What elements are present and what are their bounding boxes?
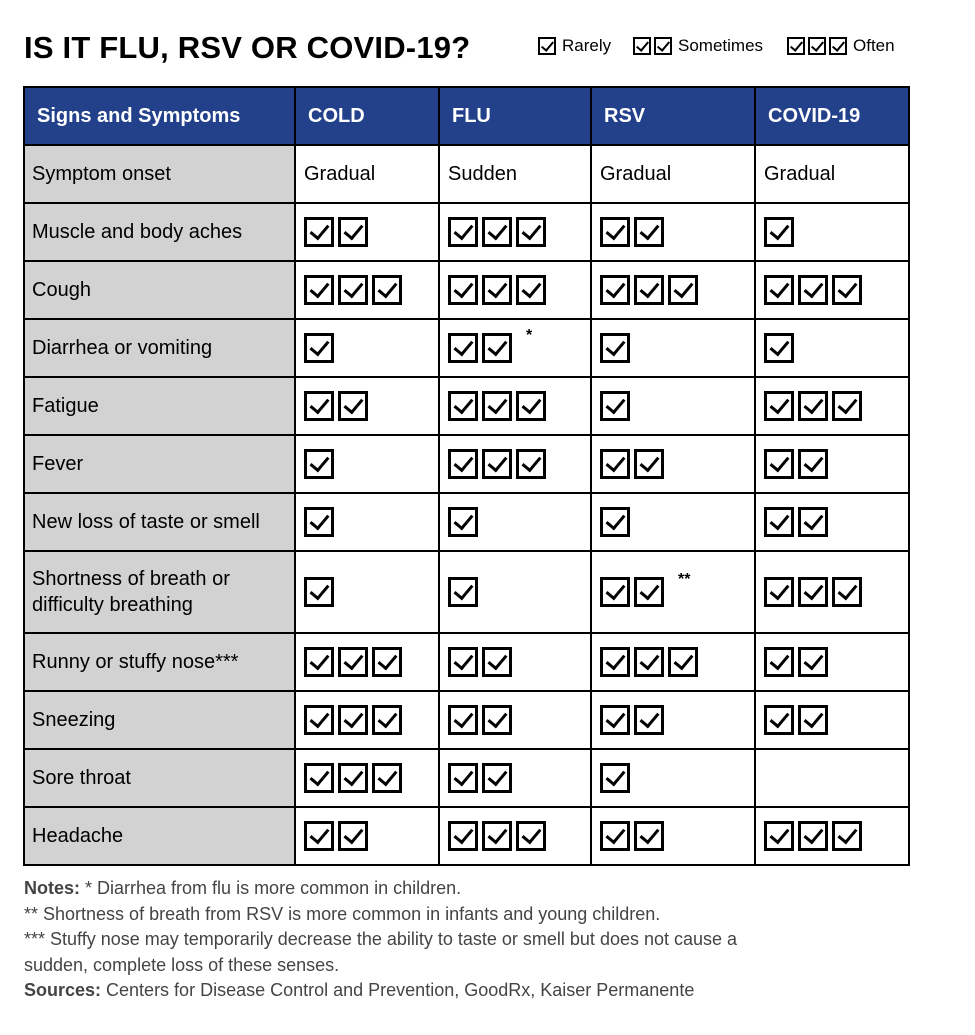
check-group xyxy=(600,577,664,607)
checked-box-icon xyxy=(338,217,368,247)
legend-label: Often xyxy=(853,36,895,55)
check-group xyxy=(600,275,698,305)
symptom-label: Diarrhea or vomiting xyxy=(24,319,295,377)
checked-box-icon xyxy=(764,217,794,247)
table-cell xyxy=(439,319,591,377)
checked-box-icon xyxy=(600,449,630,479)
checked-box-icon xyxy=(482,449,512,479)
checked-box-icon xyxy=(764,275,794,305)
page-title: IS IT FLU, RSV OR COVID-19? xyxy=(24,30,471,65)
table-cell xyxy=(591,493,755,551)
check-group xyxy=(304,333,334,363)
table-cell xyxy=(591,261,755,319)
table-row xyxy=(24,551,909,633)
checked-box-icon xyxy=(516,391,546,421)
table-cell xyxy=(295,435,439,493)
check-group xyxy=(448,275,546,305)
checked-box-icon xyxy=(448,647,478,677)
symptom-label: New loss of taste or smell xyxy=(24,493,295,551)
header-flu: FLU xyxy=(439,87,591,145)
footnote-marker: ** xyxy=(678,571,691,588)
checked-box-icon xyxy=(764,647,794,677)
check-group xyxy=(304,705,402,735)
checked-box-icon xyxy=(600,647,630,677)
header xyxy=(24,24,924,72)
table-cell xyxy=(439,749,591,807)
table-cell xyxy=(591,145,755,203)
table-cell xyxy=(591,749,755,807)
check-group xyxy=(448,507,478,537)
checked-box-icon xyxy=(600,705,630,735)
checked-box-icon xyxy=(372,647,402,677)
legend-rarely xyxy=(538,36,611,56)
table-cell xyxy=(295,319,439,377)
checked-box-icon xyxy=(448,449,478,479)
check-group xyxy=(448,647,512,677)
check-group xyxy=(600,217,664,247)
table-cell xyxy=(439,493,591,551)
symptom-label: Sore throat xyxy=(24,749,295,807)
checked-box-icon xyxy=(600,577,630,607)
checked-box-icon xyxy=(798,391,828,421)
table-cell xyxy=(755,691,909,749)
table-cell xyxy=(755,633,909,691)
table-cell xyxy=(295,633,439,691)
table-cell xyxy=(295,691,439,749)
checked-box-icon xyxy=(516,275,546,305)
check-group xyxy=(600,763,630,793)
legend-label: Sometimes xyxy=(678,36,764,55)
note-1: * Diarrhea from flu is more common in children. xyxy=(80,878,462,898)
check-group xyxy=(600,449,664,479)
table-row xyxy=(24,435,909,493)
check-group xyxy=(448,333,512,363)
notes-label: Notes: xyxy=(24,878,81,898)
table-row xyxy=(24,203,909,261)
table-cell xyxy=(591,377,755,435)
note-2: ** Shortness of breath from RSV is more common in infants and young children. xyxy=(24,903,661,924)
check-group xyxy=(448,217,546,247)
checked-box-icon xyxy=(764,449,794,479)
checked-box-icon xyxy=(832,275,862,305)
check-group xyxy=(764,449,828,479)
check-group xyxy=(600,507,630,537)
header-signs: Signs and Symptoms xyxy=(24,87,295,145)
symptom-label: Fatigue xyxy=(24,377,295,435)
checked-box-icon xyxy=(832,577,862,607)
checked-box-icon xyxy=(516,449,546,479)
checked-box-icon xyxy=(654,37,672,55)
table-cell xyxy=(755,749,909,807)
check-group xyxy=(304,821,368,851)
checked-box-icon xyxy=(304,821,334,851)
checked-box-icon xyxy=(829,37,847,55)
checked-box-icon xyxy=(304,275,334,305)
checked-box-icon xyxy=(764,705,794,735)
header-rsv: RSV xyxy=(591,87,755,145)
checked-box-icon xyxy=(372,763,402,793)
table-cell xyxy=(755,377,909,435)
checked-box-icon xyxy=(448,577,478,607)
checked-box-icon xyxy=(372,275,402,305)
checked-box-icon xyxy=(798,449,828,479)
check-group xyxy=(764,647,828,677)
checked-box-icon xyxy=(448,217,478,247)
check-group xyxy=(764,275,862,305)
check-group xyxy=(764,821,862,851)
checked-box-icon xyxy=(832,821,862,851)
check-group xyxy=(764,217,794,247)
check-group xyxy=(764,705,828,735)
check-group xyxy=(448,821,546,851)
checked-box-icon xyxy=(304,647,334,677)
table-cell xyxy=(295,551,439,633)
notes xyxy=(24,876,924,1004)
table-row xyxy=(24,633,909,691)
checked-box-icon xyxy=(448,507,478,537)
checked-box-icon xyxy=(482,705,512,735)
check-group xyxy=(600,333,630,363)
checked-box-icon xyxy=(338,821,368,851)
table-row xyxy=(24,493,909,551)
check-group xyxy=(764,391,862,421)
legend-label: Rarely xyxy=(562,36,612,55)
table-row xyxy=(24,145,909,203)
table-row xyxy=(24,377,909,435)
checked-box-icon xyxy=(634,449,664,479)
sources-label: Sources: xyxy=(24,980,102,1000)
checked-box-icon xyxy=(808,37,826,55)
table-cell xyxy=(439,691,591,749)
checked-box-icon xyxy=(448,333,478,363)
cell-text: Gradual xyxy=(600,162,672,185)
checked-box-icon xyxy=(448,275,478,305)
table-cell xyxy=(295,807,439,865)
cell-text: Gradual xyxy=(764,162,836,185)
checked-box-icon xyxy=(304,391,334,421)
checked-box-icon xyxy=(600,333,630,363)
check-group xyxy=(448,449,546,479)
table-cell xyxy=(439,377,591,435)
checked-box-icon xyxy=(798,821,828,851)
legend-sometimes xyxy=(633,36,763,56)
checked-box-icon xyxy=(338,763,368,793)
symptom-label: Sneezing xyxy=(24,691,295,749)
checked-box-icon xyxy=(304,763,334,793)
table-row xyxy=(24,749,909,807)
table-cell xyxy=(591,435,755,493)
checked-box-icon xyxy=(600,507,630,537)
symptom-label: Shortness of breath or difficulty breathing xyxy=(24,551,295,633)
checked-box-icon xyxy=(633,37,651,55)
checked-box-icon xyxy=(668,275,698,305)
checked-box-icon xyxy=(304,217,334,247)
check-group xyxy=(600,821,664,851)
checked-box-icon xyxy=(798,705,828,735)
check-group xyxy=(304,391,368,421)
checked-box-icon xyxy=(538,37,556,55)
checked-box-icon xyxy=(634,577,664,607)
note-3a: *** Stuffy nose may temporarily decrease the ability to taste or smell but does not cause a xyxy=(24,929,738,949)
checked-box-icon xyxy=(482,217,512,247)
checked-box-icon xyxy=(516,217,546,247)
sources-text: Centers for Disease Control and Prevention, GoodRx, Kaiser Permanente xyxy=(101,980,695,1000)
table-row xyxy=(24,261,909,319)
table-cell xyxy=(755,807,909,865)
checked-box-icon xyxy=(832,391,862,421)
check-group xyxy=(304,763,402,793)
table-body xyxy=(24,145,909,865)
header-cold: COLD xyxy=(295,87,439,145)
checked-box-icon xyxy=(668,647,698,677)
table-cell xyxy=(295,145,439,203)
check-group xyxy=(304,449,334,479)
check-group xyxy=(448,763,512,793)
checked-box-icon xyxy=(764,507,794,537)
checked-box-icon xyxy=(482,647,512,677)
legend-boxes xyxy=(787,37,847,55)
check-group xyxy=(764,577,862,607)
check-group xyxy=(764,333,794,363)
checked-box-icon xyxy=(304,577,334,607)
header-covid: COVID-19 xyxy=(755,87,909,145)
checked-box-icon xyxy=(764,577,794,607)
table-cell xyxy=(755,435,909,493)
table-cell xyxy=(755,261,909,319)
check-group xyxy=(304,217,368,247)
sources-line xyxy=(24,978,924,1004)
checked-box-icon xyxy=(600,763,630,793)
check-group xyxy=(600,705,664,735)
checked-box-icon xyxy=(482,275,512,305)
table-cell xyxy=(591,807,755,865)
checked-box-icon xyxy=(448,705,478,735)
check-group xyxy=(764,507,828,537)
checked-box-icon xyxy=(482,391,512,421)
table-cell xyxy=(439,435,591,493)
checked-box-icon xyxy=(600,275,630,305)
table-cell xyxy=(295,203,439,261)
checked-box-icon xyxy=(634,217,664,247)
legend-often xyxy=(787,36,895,56)
table-cell xyxy=(755,145,909,203)
table-cell xyxy=(295,261,439,319)
check-group xyxy=(448,705,512,735)
checked-box-icon xyxy=(634,821,664,851)
legend-boxes xyxy=(633,37,672,55)
checked-box-icon xyxy=(304,333,334,363)
legend-boxes xyxy=(538,37,556,55)
checked-box-icon xyxy=(304,507,334,537)
checked-box-icon xyxy=(634,705,664,735)
check-group xyxy=(304,275,402,305)
checked-box-icon xyxy=(304,705,334,735)
checked-box-icon xyxy=(764,821,794,851)
table-cell xyxy=(591,319,755,377)
symptom-label: Runny or stuffy nose*** xyxy=(24,633,295,691)
checked-box-icon xyxy=(338,391,368,421)
checked-box-icon xyxy=(516,821,546,851)
table-cell xyxy=(439,145,591,203)
table-cell xyxy=(591,551,755,633)
symptom-table xyxy=(23,86,910,866)
checked-box-icon xyxy=(448,821,478,851)
check-group xyxy=(448,391,546,421)
checked-box-icon xyxy=(787,37,805,55)
checked-box-icon xyxy=(634,647,664,677)
symptom-label: Muscle and body aches xyxy=(24,203,295,261)
checked-box-icon xyxy=(634,275,664,305)
checked-box-icon xyxy=(482,763,512,793)
check-group xyxy=(448,577,478,607)
checked-box-icon xyxy=(372,705,402,735)
cell-text: Gradual xyxy=(304,162,376,185)
symptom-label: Headache xyxy=(24,807,295,865)
table-cell xyxy=(439,261,591,319)
table-cell xyxy=(755,493,909,551)
footnote-marker: * xyxy=(526,327,533,344)
table-cell xyxy=(295,493,439,551)
check-group xyxy=(600,647,698,677)
checked-box-icon xyxy=(448,763,478,793)
checked-box-icon xyxy=(482,333,512,363)
table-cell xyxy=(755,551,909,633)
table-cell xyxy=(755,203,909,261)
check-group xyxy=(304,507,334,537)
symptom-label: Symptom onset xyxy=(24,145,295,203)
check-group xyxy=(600,391,630,421)
checked-box-icon xyxy=(798,647,828,677)
table-cell xyxy=(439,633,591,691)
table-cell xyxy=(591,633,755,691)
symptom-label: Fever xyxy=(24,435,295,493)
table-cell xyxy=(439,807,591,865)
checked-box-icon xyxy=(600,391,630,421)
table-cell xyxy=(439,551,591,633)
checked-box-icon xyxy=(798,577,828,607)
checked-box-icon xyxy=(338,647,368,677)
checked-box-icon xyxy=(600,217,630,247)
note-3b: sudden, complete loss of these senses. xyxy=(24,954,340,975)
checked-box-icon xyxy=(600,821,630,851)
checked-box-icon xyxy=(482,821,512,851)
checked-box-icon xyxy=(338,705,368,735)
table-header-row xyxy=(24,87,909,145)
checked-box-icon xyxy=(798,275,828,305)
checked-box-icon xyxy=(338,275,368,305)
table-row xyxy=(24,691,909,749)
table-cell xyxy=(439,203,591,261)
table-cell xyxy=(591,691,755,749)
cell-text: Sudden xyxy=(448,162,517,185)
checked-box-icon xyxy=(764,391,794,421)
table-cell xyxy=(295,749,439,807)
checked-box-icon xyxy=(764,333,794,363)
note-line-1 xyxy=(24,876,924,902)
symptom-label: Cough xyxy=(24,261,295,319)
checked-box-icon xyxy=(448,391,478,421)
checked-box-icon xyxy=(304,449,334,479)
check-group xyxy=(304,647,402,677)
checked-box-icon xyxy=(798,507,828,537)
table-cell xyxy=(295,377,439,435)
table-cell xyxy=(591,203,755,261)
check-group xyxy=(304,577,334,607)
table-row xyxy=(24,319,909,377)
table-cell xyxy=(755,319,909,377)
table-row xyxy=(24,807,909,865)
